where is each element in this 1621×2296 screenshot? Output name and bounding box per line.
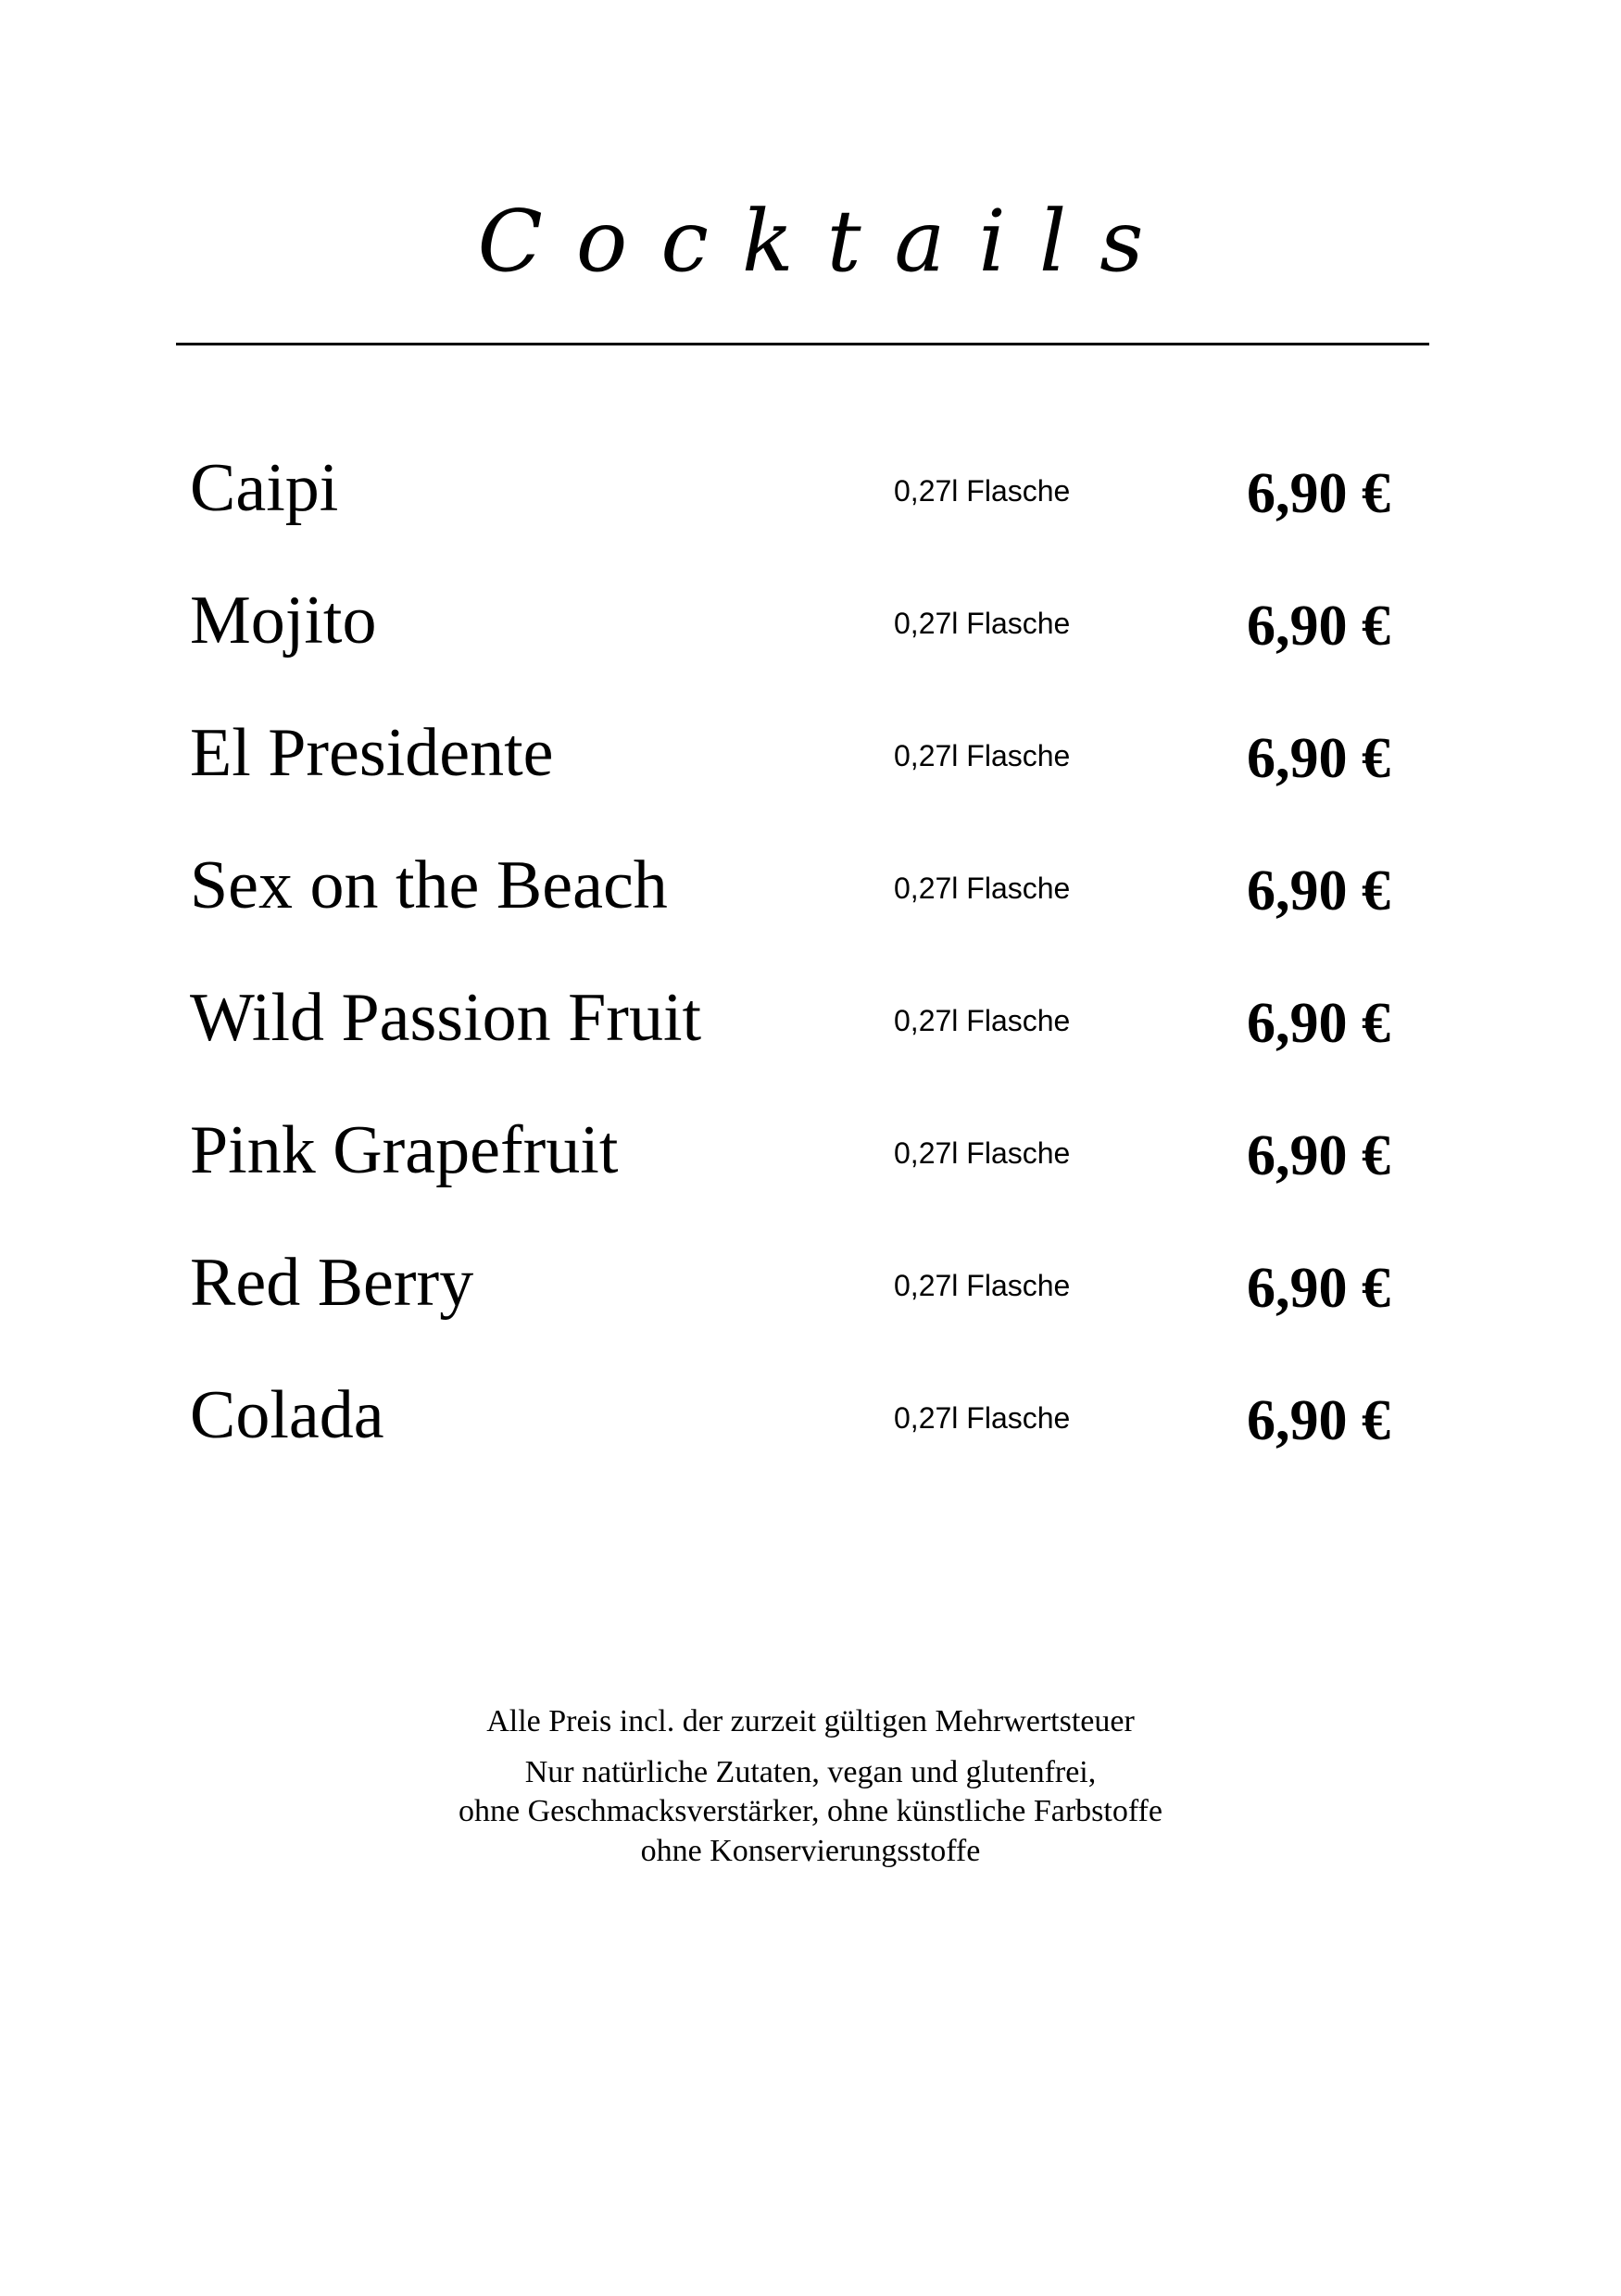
item-name: Wild Passion Fruit	[190, 980, 702, 1056]
item-name: Mojito	[190, 583, 377, 659]
cocktail-list	[190, 445, 1431, 1504]
item-size: 0,27l Flasche	[894, 607, 1071, 640]
item-price: 6,90 €	[1247, 1124, 1390, 1187]
item-price: 6,90 €	[1247, 727, 1390, 790]
item-price: 6,90 €	[1247, 992, 1390, 1055]
item-price: 6,90 €	[1247, 1389, 1390, 1452]
ingredients-note-line-2: ohne Geschmacksverstärker, ohne künstliche Farbstoffe	[459, 1794, 1162, 1828]
item-price: 6,90 €	[1247, 462, 1390, 525]
item-size: 0,27l Flasche	[894, 1136, 1071, 1170]
vat-note: Alle Preis incl. der zurzeit gültigen Mehrwertsteuer	[486, 1704, 1135, 1738]
ingredients-note-line-3: ohne Konservierungsstoffe	[640, 1833, 981, 1868]
menu-item	[190, 842, 1431, 974]
item-price: 6,90 €	[1247, 595, 1390, 658]
title-divider	[176, 343, 1429, 345]
menu-item	[190, 974, 1431, 1107]
item-name: Pink Grapefruit	[190, 1112, 619, 1188]
item-size: 0,27l Flasche	[894, 739, 1071, 772]
menu-item	[190, 1372, 1431, 1504]
menu-item	[190, 709, 1431, 842]
footer-notes	[0, 1702, 1621, 1871]
item-name: Red Berry	[190, 1245, 474, 1321]
item-price: 6,90 €	[1247, 1257, 1390, 1320]
menu-item	[190, 1107, 1431, 1239]
menu-item	[190, 445, 1431, 577]
ingredients-note-line-1: Nur natürliche Zutaten, vegan und glutenfrei,	[524, 1754, 1097, 1789]
item-size: 0,27l Flasche	[894, 872, 1071, 905]
item-size: 0,27l Flasche	[894, 1401, 1071, 1435]
item-size: 0,27l Flasche	[894, 1004, 1071, 1037]
page-title: Cocktails	[477, 192, 1177, 291]
item-name: El Presidente	[190, 715, 554, 791]
item-size: 0,27l Flasche	[894, 1269, 1071, 1302]
item-size: 0,27l Flasche	[894, 474, 1071, 508]
item-name: Colada	[190, 1377, 384, 1453]
item-name: Caipi	[190, 450, 339, 526]
item-price: 6,90 €	[1247, 859, 1390, 922]
menu-item	[190, 577, 1431, 709]
menu-item	[190, 1239, 1431, 1372]
item-name: Sex on the Beach	[190, 847, 668, 923]
